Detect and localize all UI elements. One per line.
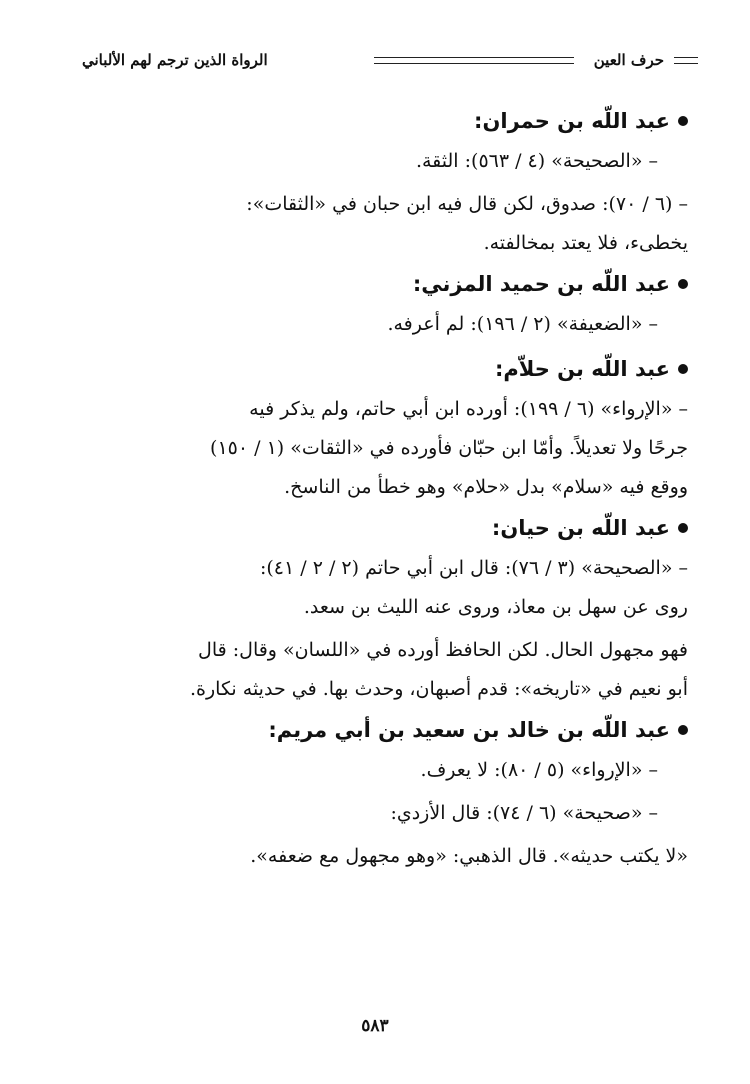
bullet-icon (678, 279, 688, 289)
entry-line: – «صحيحة» (٦ / ٧٤): قال الأزدي: (390, 802, 658, 824)
entry-name: عبد اللّه بن حلاّم: (494, 357, 670, 381)
entry-heading (80, 100, 688, 142)
entry-heading (80, 507, 688, 549)
running-header (82, 46, 698, 74)
entry-line: روى عن سهل بن معاذ، وروى عنه الليث بن سعد. (303, 596, 688, 618)
entries-list (80, 100, 688, 876)
bullet-icon (678, 523, 688, 533)
entry-line: ووقع فيه «سلام» بدل «حلام» وهو خطأ من الناسخ. (284, 476, 688, 498)
entry-heading (80, 348, 688, 390)
entry-heading (80, 709, 688, 751)
entry-name: عبد اللّه بن خالد بن سعيد بن أبي مريم: (268, 718, 670, 742)
entry-line: – «الضعيفة» (٢ / ١٩٦): لم أعرفه. (387, 313, 658, 335)
bullet-icon (678, 116, 688, 126)
page-number: ٥٨٣ (361, 1016, 389, 1036)
header-rule-short (674, 57, 698, 64)
entry-name: عبد اللّه بن حمران: (474, 109, 670, 133)
entry (80, 507, 688, 709)
entry-name: عبد اللّه بن حيان: (491, 516, 670, 540)
book-title: الرواة الذين ترجم لهم الألباني (82, 51, 268, 69)
entry-line: جرحًا ولا تعديلاً. وأمّا ابن حبّان فأورده في «الثقات» (١ / ١٥٠) (210, 437, 688, 459)
entry-line: – «الإرواء» (٥ / ٨٠): لا يعرف. (420, 759, 658, 781)
entry-line: أبو نعيم في «تاريخه»: قدم أصبهان، وحدث بها. في حديثه نكارة. (189, 678, 688, 700)
header-rule-long (374, 57, 574, 64)
entry (80, 709, 688, 876)
entry (80, 100, 688, 263)
entry-line: – «الصحيحة» (٤ / ٥٦٣): الثقة. (415, 150, 658, 172)
entry-line: – «الإرواء» (٦ / ١٩٩): أورده ابن أبي حاتم، ولم يذكر فيه (249, 398, 688, 420)
entry-heading (80, 263, 688, 305)
entry-line: – (٦ / ٧٠): صدوق، لكن قال فيه ابن حبان في «الثقات»: (246, 193, 688, 215)
entry-line: – «الصحيحة» (٣ / ٧٦): قال ابن أبي حاتم (٢ / ٢ / ٤١): (259, 557, 688, 579)
entry-name: عبد اللّه بن حميد المزني: (412, 272, 670, 296)
chapter-title: حرف العين (593, 51, 664, 69)
entry (80, 348, 688, 507)
entry-line: فهو مجهول الحال. لكن الحافظ أورده في «اللسان» وقال: قال (198, 639, 688, 661)
entry-line: «لا يكتب حديثه». قال الذهبي: «وهو مجهول مع ضعفه». (250, 845, 688, 867)
entry-line: يخطىء، فلا يعتد بمخالفته. (483, 232, 688, 254)
entry (80, 263, 688, 344)
bullet-icon (678, 364, 688, 374)
bullet-icon (678, 725, 688, 735)
